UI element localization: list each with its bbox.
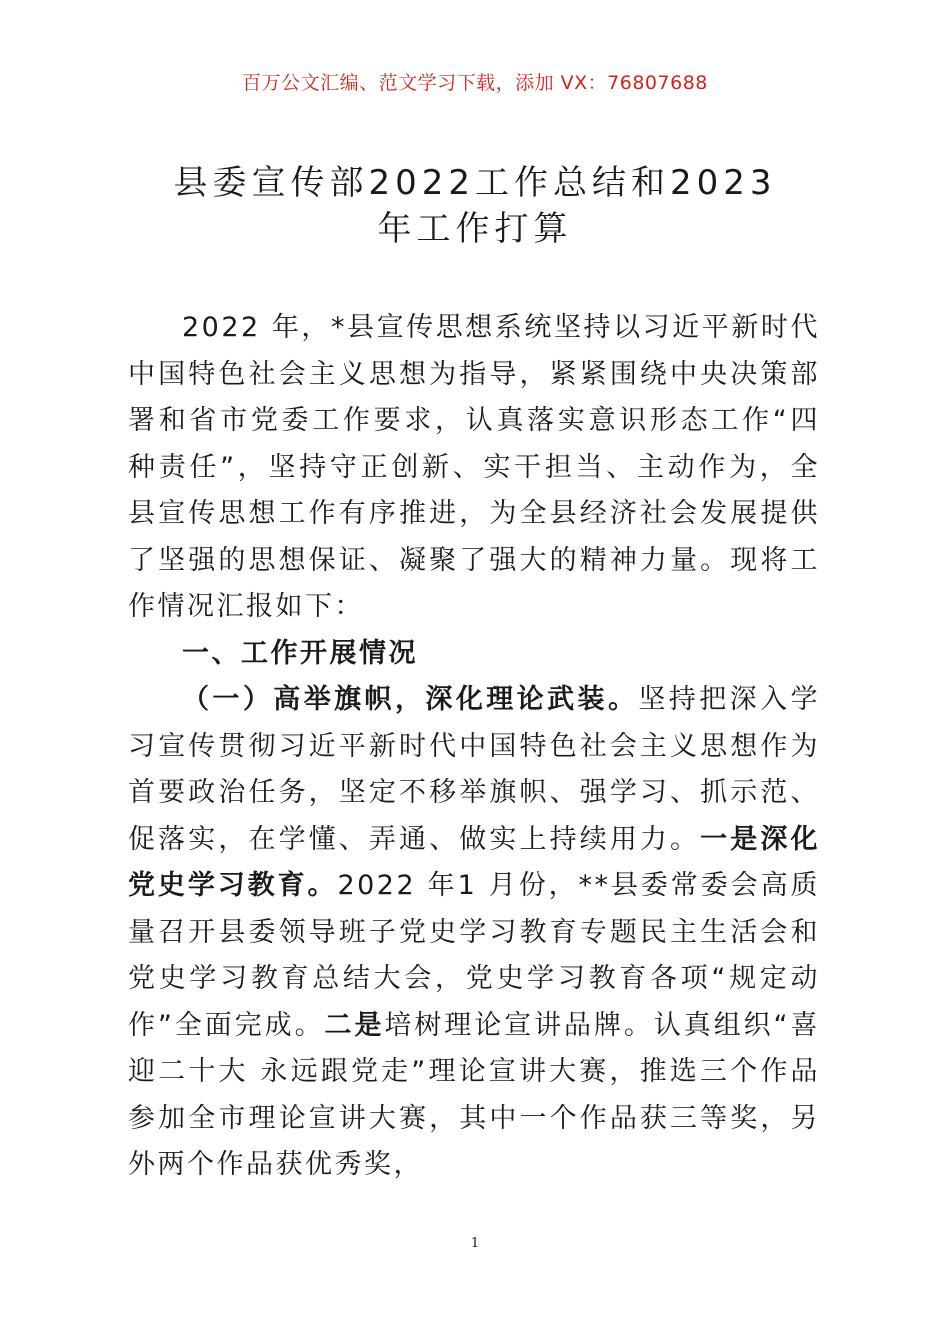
subsection-paragraph xyxy=(128,677,820,1189)
title-line-1: 县委宣传部2022工作总结和2023 xyxy=(173,163,777,203)
point-2-text: 培树理论宣讲品牌。认真组织“喜迎二十大 永远跟党走”理论宣讲大赛，推选三个作品参加全市理论宣讲大赛，其中一个作品获三等奖，另外两个作品获优秀奖， xyxy=(128,1009,820,1180)
header-contact-note: 百万公文汇编、范文学习下载，添加 VX：76807688 xyxy=(242,72,708,94)
subsection-heading: （一）高举旗帜，深化理论武装。 xyxy=(182,684,639,715)
intro-paragraph: 2022 年，*县宣传思想系统坚持以习近平新时代中国特色社会主义思想为指导，紧紧围绕中央决策部署和省市党委工作要求，认真落实意识形态工作“四种责任”，坚持守正创新、实干担当、主动作为，全县宣传思想工作有序推进，为全县经济社会发展提供了坚强的思想保证、凝聚了强大的精神力量。现将工作情况汇报如下： xyxy=(128,312,820,622)
section-heading: 一、工作开展情况 xyxy=(182,637,418,669)
point-1-label: 一是深化党史学习教育。 xyxy=(128,823,821,901)
point-2-label: 二是 xyxy=(324,1009,385,1041)
subsection-text: 坚持把深入学习宣传贯彻习近平新时代中国特色社会主义思想作为首要政治任务，坚定不移举旗帜、强学习、抓示范、促落实，在学懂、弄通、做实上持续用力。 xyxy=(128,684,820,855)
page-number: 1 xyxy=(470,1236,480,1251)
title-line-2: 年工作打算 xyxy=(377,209,573,249)
document-title xyxy=(100,160,850,252)
document-body xyxy=(128,305,820,1189)
point-1-text: 2022 年1 月份，**县委常委会高质量召开县委领导班子党史学习教育专题民主生活会和党史学习教育总结大会，党史学习教育各项“规定动作”全面完成。 xyxy=(128,870,820,1041)
